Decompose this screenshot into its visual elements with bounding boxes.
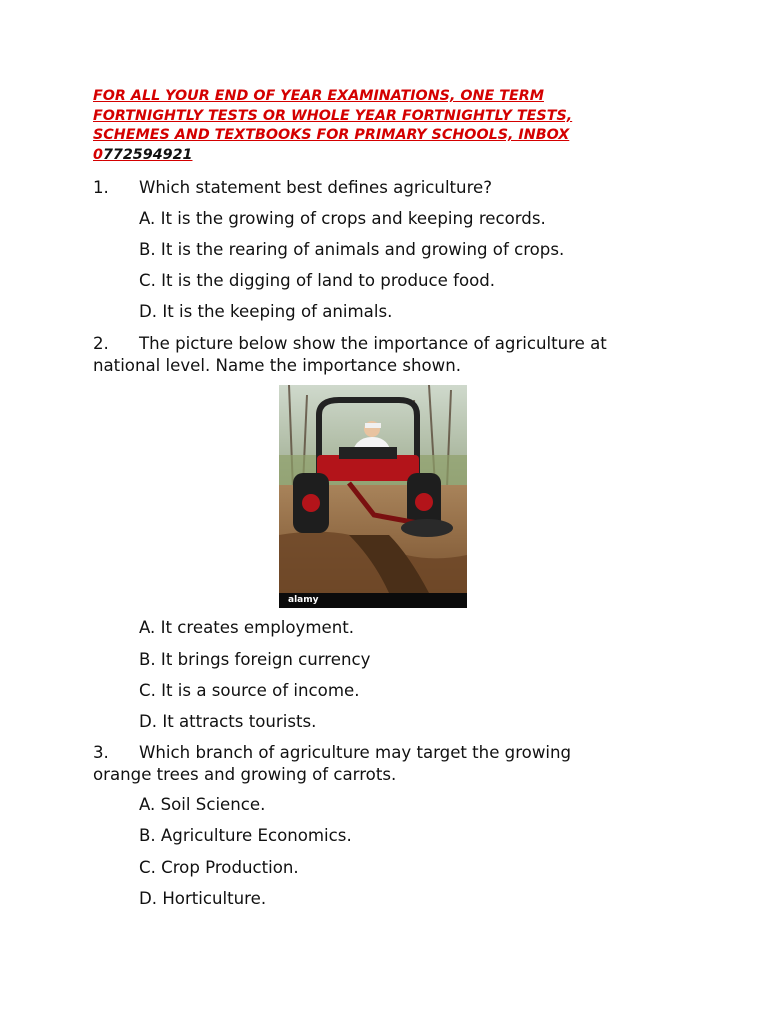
question-2-option-b: B. It brings foreign currency [139, 650, 371, 669]
question-3-option-c: C. Crop Production. [139, 858, 299, 877]
question-number: 3. [93, 743, 109, 762]
question-1-option-a: A. It is the growing of crops and keeping records. [139, 209, 546, 228]
image-watermark: alamy [288, 595, 319, 605]
question-text-line-1: Which branch of agriculture may target the growing [139, 743, 572, 762]
phone-number: 772594921 [102, 146, 193, 163]
question-2 [93, 333, 693, 377]
question-1-option-d: D. It is the keeping of animals. [139, 302, 393, 321]
advert-line-3: SCHEMES AND TEXTBOOKS FOR PRIMARY SCHOOLS, INBOX [93, 127, 570, 143]
question-3-option-a: A. Soil Science. [139, 795, 266, 814]
question-3-option-b: B. Agriculture Economics. [139, 826, 352, 845]
advert-line-2: FORTNIGHTLY TESTS OR WHOLE YEAR FORTNIGHTLY TESTS, [93, 107, 573, 124]
question-text: Which statement best defines agriculture? [139, 178, 493, 197]
question-1-option-c: C. It is the digging of land to produce food. [139, 271, 496, 290]
question-2-option-d: D. It attracts tourists. [139, 712, 317, 731]
question-2-option-a: A. It creates employment. [139, 618, 355, 637]
question-2-option-c: C. It is a source of income. [139, 681, 360, 700]
question-3-option-d: D. Horticulture. [139, 889, 267, 908]
question-number: 2. [93, 334, 109, 353]
question-1 [93, 177, 693, 199]
advert-line-1: FOR ALL YOUR END OF YEAR EXAMINATIONS, ONE TERM [93, 88, 544, 104]
advert-phone [93, 146, 653, 166]
question-3 [93, 742, 693, 786]
phone-prefix: 0 [93, 146, 103, 163]
question-1-option-b: B. It is the rearing of animals and growing of crops. [139, 240, 565, 259]
question-text-line-2: orange trees and growing of carrots. [93, 765, 397, 784]
advert-notice [93, 87, 653, 165]
question-text-line-2: national level. Name the importance shown. [93, 356, 462, 375]
tractor-ploughing-photo [279, 385, 467, 608]
question-text-line-1: The picture below show the importance of agriculture at [139, 334, 607, 353]
question-number: 1. [93, 178, 109, 197]
